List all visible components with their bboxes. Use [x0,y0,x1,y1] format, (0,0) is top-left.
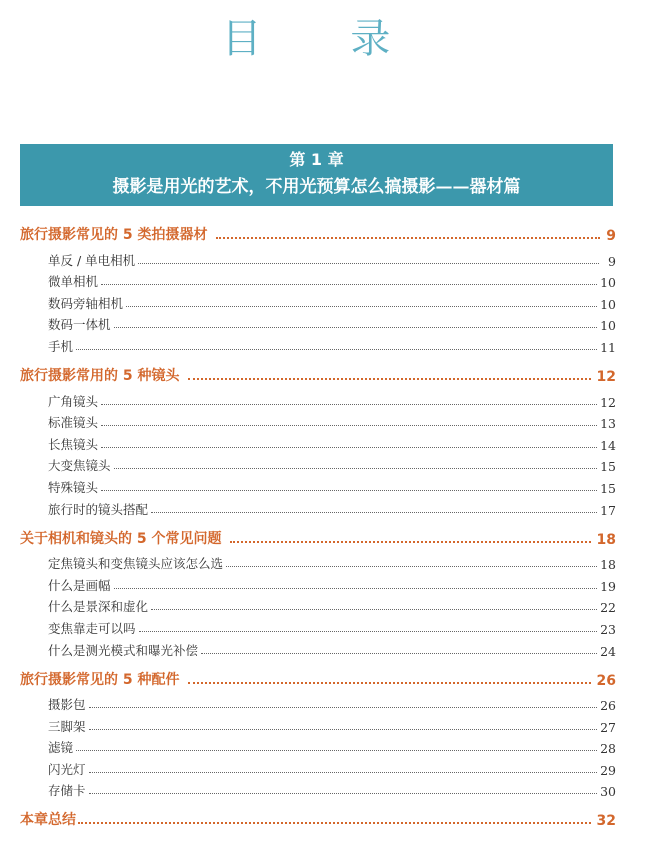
entry-page-number: 30 [600,784,616,800]
toc-entry[interactable] [20,594,616,616]
entry-page-number: 28 [600,741,616,757]
dot-leader [89,707,598,708]
dot-leader [230,541,591,543]
chapter-title: 摄影是用光的艺术，不用光预算怎么搞摄影——器材篇 [112,177,521,197]
entry-title: 微单相机 [48,274,99,290]
section-page-number: 12 [596,368,616,385]
toc-section [20,361,616,518]
dot-leader [138,263,599,264]
dot-leader [114,468,598,469]
toc-section-heading[interactable] [20,524,616,548]
entry-title: 什么是测光模式和曝光补偿 [48,642,199,658]
table-of-contents [20,220,616,832]
toc-entry[interactable] [20,572,616,594]
toc-entry[interactable] [20,410,616,432]
toc-section-heading[interactable] [20,220,616,244]
dot-leader [151,512,597,513]
dot-leader [89,772,598,773]
dot-leader [114,327,598,328]
dot-leader [101,425,597,426]
entry-title: 标准镜头 [48,415,99,431]
toc-entry[interactable] [20,778,616,800]
entry-title: 广角镜头 [48,393,99,409]
toc-entry[interactable] [20,333,616,355]
entry-title: 手机 [48,338,74,354]
dot-leader [151,609,597,610]
entry-title: 什么是景深和虚化 [48,599,149,615]
entry-page-number: 10 [600,296,616,312]
toc-section-heading[interactable] [20,361,616,385]
entry-title: 定焦镜头和变焦镜头应该怎么选 [48,556,224,572]
entry-page-number: 19 [600,578,616,594]
toc-entry[interactable] [20,247,616,269]
toc-entry[interactable] [20,290,616,312]
section-page-number: 9 [606,228,616,244]
entry-page-number: 11 [600,339,616,355]
entry-page-number: 12 [600,394,616,410]
toc-entry[interactable] [20,431,616,453]
entry-page-number: 15 [600,459,616,475]
entry-title: 三脚架 [48,718,86,734]
entry-title: 摄影包 [48,697,86,713]
dot-leader [89,793,598,794]
section-title: 旅行摄影常用的 5 种镜头 [20,367,180,384]
dot-leader [114,588,598,589]
dot-leader [139,631,598,632]
entry-title: 变焦靠走可以吗 [48,620,136,636]
toc-entry[interactable] [20,637,616,659]
entry-title: 单反 / 单电相机 [48,252,136,268]
dot-leader [216,237,601,239]
dot-leader [78,822,591,824]
entry-page-number: 23 [600,621,616,637]
toc-section-heading[interactable] [20,665,616,689]
toc-entry[interactable] [20,388,616,410]
dot-leader [76,349,597,350]
entry-page-number: 22 [600,600,616,616]
toc-entry[interactable] [20,735,616,757]
dot-leader [101,284,597,285]
entry-title: 数码一体机 [48,317,111,333]
toc-section [20,220,616,355]
toc-section-heading[interactable] [20,805,616,829]
toc-entry[interactable] [20,713,616,735]
section-page-number: 32 [596,813,616,830]
entry-title: 旅行时的镜头搭配 [48,501,149,517]
toc-entry[interactable] [20,692,616,714]
entry-page-number: 29 [600,762,616,778]
entry-title: 什么是画幅 [48,577,111,593]
toc-entry[interactable] [20,453,616,475]
dot-leader [188,378,591,380]
chapter-banner [20,144,613,206]
entry-page-number: 10 [600,275,616,291]
entry-page-number: 24 [600,643,616,659]
entry-page-number: 10 [600,318,616,334]
dot-leader [201,653,597,654]
toc-entry[interactable] [20,269,616,291]
entry-page-number: 9 [608,253,616,269]
entry-title: 存储卡 [48,783,86,799]
section-title: 关于相机和镜头的 5 个常见问题 [20,530,222,547]
entry-title: 长焦镜头 [48,436,99,452]
dot-leader [101,404,597,405]
toc-entry[interactable] [20,615,616,637]
toc-entry[interactable] [20,756,616,778]
entry-page-number: 17 [600,502,616,518]
entry-page-number: 15 [600,480,616,496]
entry-page-number: 26 [600,698,616,714]
entry-title: 大变焦镜头 [48,458,111,474]
dot-leader [89,729,598,730]
toc-section [20,805,616,829]
section-page-number: 26 [596,672,616,689]
dot-leader [126,306,597,307]
entry-page-number: 18 [600,557,616,573]
toc-entry[interactable] [20,496,616,518]
dot-leader [76,750,597,751]
entry-title: 闪光灯 [48,761,86,777]
toc-section [20,524,616,659]
toc-entry[interactable] [20,551,616,573]
page-title: 目 录 [221,16,429,62]
toc-section [20,665,616,800]
entry-page-number: 27 [600,719,616,735]
toc-entry[interactable] [20,474,616,496]
section-title: 旅行摄影常见的 5 种配件 [20,671,180,688]
toc-entry[interactable] [20,312,616,334]
entry-page-number: 14 [600,437,616,453]
entry-title: 滤镜 [48,740,74,756]
dot-leader [101,447,597,448]
dot-leader [188,682,591,684]
section-page-number: 18 [596,531,616,548]
entry-title: 特殊镜头 [48,479,99,495]
dot-leader [101,490,597,491]
section-title: 本章总结 [20,812,76,829]
section-title: 旅行摄影常见的 5 类拍摄器材 [20,227,208,243]
entry-title: 数码旁轴相机 [48,295,124,311]
entry-page-number: 13 [600,416,616,432]
chapter-number: 第 1 章 [289,150,344,169]
dot-leader [226,566,597,567]
